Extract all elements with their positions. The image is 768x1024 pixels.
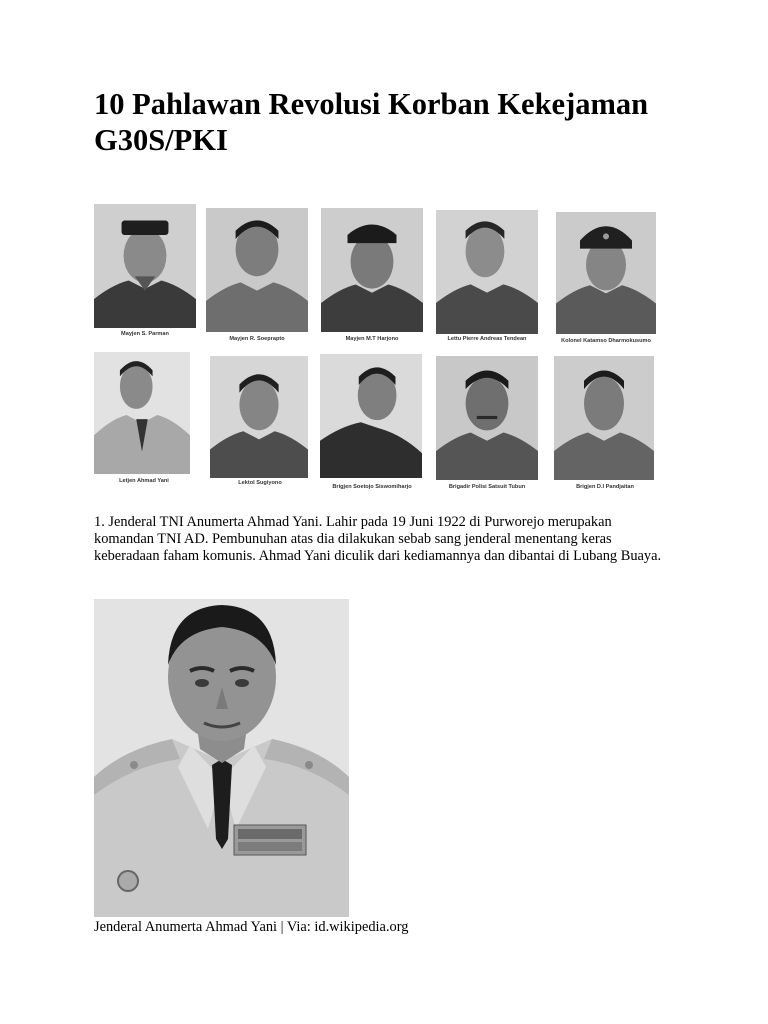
hero-portrait xyxy=(436,356,538,480)
hero-card-10 xyxy=(554,356,656,494)
ahmad-yani-portrait xyxy=(94,599,349,917)
hero-caption: Kolonel Katamso Dharmokusumo xyxy=(561,338,651,344)
hero-portrait xyxy=(321,208,423,332)
hero-portrait xyxy=(320,354,422,478)
hero-portrait xyxy=(554,356,654,480)
hero-portrait xyxy=(210,356,308,478)
hero-caption: Lektol Sugiyono xyxy=(238,480,282,486)
paragraph-ahmad-yani xyxy=(94,514,674,565)
hero-caption: Brigjen D.I Pandjaitan xyxy=(576,484,634,490)
hero-card-1 xyxy=(94,204,196,344)
hero-caption: Brigjen Soetojo Siswomiharjo xyxy=(332,484,412,490)
article-title: 10 Pahlawan Revolusi Korban Kekejaman G30S/PKI xyxy=(94,87,649,157)
hero-caption: Mayjen M.T Harjono xyxy=(345,336,399,342)
hero-portrait xyxy=(206,208,308,332)
hero-card-9 xyxy=(436,356,538,494)
photo-caption: Jenderal Anumerta Ahmad Yani | Via: id.wikipedia.org xyxy=(94,919,409,935)
hero-caption: Mayjen S. Parman xyxy=(121,331,169,337)
hero-card-2 xyxy=(206,208,308,346)
hero-card-7 xyxy=(210,356,310,492)
hero-card-4 xyxy=(436,210,538,346)
hero-card-6 xyxy=(94,352,194,492)
hero-card-5 xyxy=(556,212,656,348)
paragraph-text: 1. Jenderal TNI Anumerta Ahmad Yani. Lahir pada 19 Juni 1922 di Purworejo merupakan komandan TNI AD. Pembunuhan atas dia dilakukan sebab sang jenderal menentang keras keberadaan faham komunis. Ahmad Yani diculik dari kediamannya dan dibantai di Lubang Buaya. xyxy=(94,514,662,564)
hero-caption: Mayjen R. Soeprapto xyxy=(229,336,285,342)
hero-card-3 xyxy=(321,208,423,346)
hero-portrait xyxy=(556,212,656,334)
hero-card-8 xyxy=(320,354,424,494)
hero-portrait xyxy=(436,210,538,334)
hero-caption: Lettu Pierre Andreas Tendean xyxy=(447,336,527,342)
hero-portrait xyxy=(94,352,190,474)
hero-portrait xyxy=(94,204,196,328)
hero-caption: Letjen Ahmad Yani xyxy=(119,478,169,484)
hero-caption: Brigadir Polisi Satsuit Tubun xyxy=(448,484,526,490)
heroes-photo-grid xyxy=(92,204,658,498)
